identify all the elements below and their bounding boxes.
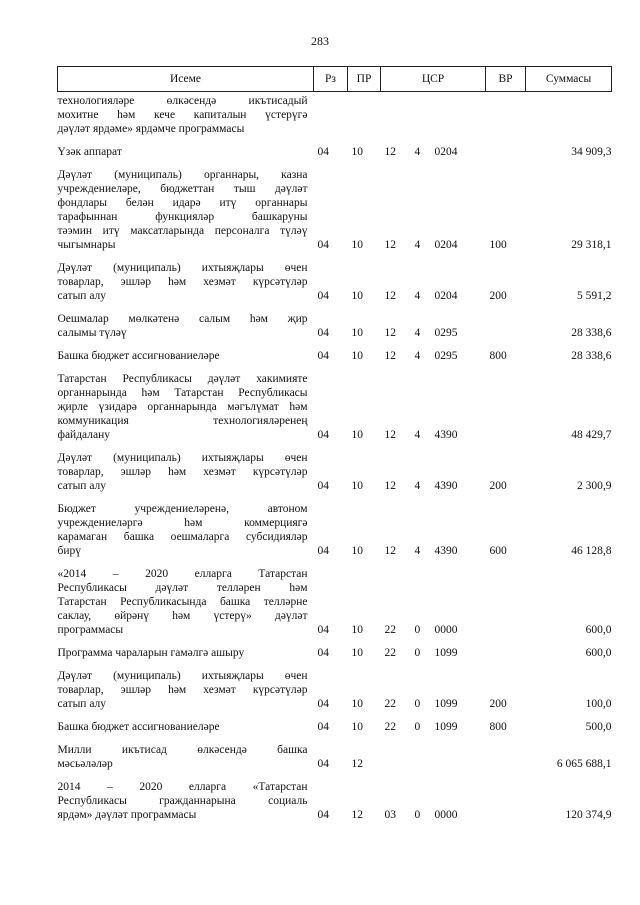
cell-rz: 04 xyxy=(317,290,329,302)
table-row xyxy=(58,92,612,137)
cell-sum: 28 338,6 xyxy=(571,327,612,339)
cell-vr xyxy=(486,771,526,822)
table-row xyxy=(58,136,612,159)
cell-csr-program: 03 xyxy=(384,809,396,821)
cell-name-line: Дәүләт (муниципаль) ихтыяҗлары өчен xyxy=(57,670,308,682)
table-row xyxy=(58,558,612,637)
cell-name-line: Татарстан Республикасы дәүләт хакимияте xyxy=(57,373,308,385)
cell-csr-subprogram: 4 xyxy=(414,327,421,339)
cell-name-line: мохитне һәм кече капиталын үстерүгә xyxy=(57,109,308,121)
table-row xyxy=(58,159,612,252)
cell-name-line: файдалану xyxy=(57,429,111,441)
cell-name-line: товарлар, эшләр һәм хезмәт күрсәтүләр xyxy=(57,276,308,288)
table-row xyxy=(58,363,612,442)
cell-csr-program: 12 xyxy=(384,350,396,362)
cell-pr: 10 xyxy=(351,429,363,441)
cell-name-line: программасы xyxy=(57,624,124,636)
cell-name-line: коммуникация технологияләренең xyxy=(57,415,308,427)
cell-name xyxy=(58,92,314,137)
cell-csr-subprogram: 4 xyxy=(414,146,421,158)
table-row xyxy=(58,771,612,822)
cell-pr: 12 xyxy=(351,809,363,821)
cell-sum: 600,0 xyxy=(585,647,612,659)
cell-csr-program: 22 xyxy=(384,698,396,710)
header-name: Исеме xyxy=(58,67,314,92)
cell-name-line: Дәүләт (муниципаль) ихтыяҗлары өчен xyxy=(57,452,308,464)
cell-name-line: Үзәк аппарат xyxy=(57,146,122,158)
cell-name xyxy=(58,771,314,822)
cell-pr: 10 xyxy=(351,290,363,302)
table-row xyxy=(58,340,612,363)
table-body xyxy=(58,92,612,823)
cell-name-line: органнарында һәм Татарстан Республикасы xyxy=(57,387,308,399)
cell-csr-program: 12 xyxy=(384,480,396,492)
cell-name-line: ярдәм» дәүләт программасы xyxy=(57,809,197,821)
cell-name-line: карамаган башка оешмаларга субсидияләр xyxy=(57,531,308,543)
cell-csr-subprogram: 4 xyxy=(414,239,421,251)
header-rz: Рз xyxy=(314,67,348,92)
cell-name xyxy=(58,136,314,159)
cell-pr: 10 xyxy=(351,480,363,492)
cell-csr-direction: 0204 xyxy=(434,146,458,158)
cell-csr-program: 12 xyxy=(384,327,396,339)
cell-csr-subprogram: 0 xyxy=(414,624,421,636)
cell-pr: 10 xyxy=(351,647,363,659)
cell-vr xyxy=(486,303,526,340)
header-pr: ПР xyxy=(348,67,381,92)
cell-name-line: товарлар, эшләр һәм хезмәт күрсәтүләр xyxy=(57,684,308,696)
cell-vr xyxy=(486,637,526,660)
cell-name-line: сатып алу xyxy=(57,290,107,302)
cell-csr-direction: 4390 xyxy=(434,545,458,557)
cell-name-line: тарафыннан функцияләр башкаруны xyxy=(57,211,308,223)
table-row xyxy=(58,303,612,340)
cell-csr-subprogram: 4 xyxy=(414,545,421,557)
cell-vr: 200 xyxy=(489,480,507,492)
table-row xyxy=(58,493,612,558)
cell-vr xyxy=(486,92,526,137)
cell-rz: 04 xyxy=(317,480,329,492)
cell-csr-program: 12 xyxy=(384,239,396,251)
cell-pr: 10 xyxy=(351,327,363,339)
cell-rz: 04 xyxy=(317,647,329,659)
header-sum: Суммасы xyxy=(526,67,612,92)
cell-pr: 10 xyxy=(351,721,363,733)
cell-name xyxy=(58,558,314,637)
cell-name-line: бирү xyxy=(57,545,82,557)
cell-pr: 12 xyxy=(351,758,363,770)
cell-name-line: технологияләре өлкәсендә икътисадый xyxy=(57,95,308,107)
cell-name-line: тәэмин итү максатларында персоналга түләү xyxy=(57,225,308,237)
cell-csr-subprogram: 4 xyxy=(414,480,421,492)
cell-csr-program: 12 xyxy=(384,146,396,158)
cell-name-line: 2014 – 2020 елларга «Татарстан xyxy=(57,781,308,793)
cell-name-line: Республикасы дәүләт телләрен һәм xyxy=(57,582,308,594)
cell-name xyxy=(58,660,314,711)
cell-csr-direction: 1099 xyxy=(434,698,458,710)
cell-vr: 200 xyxy=(489,698,507,710)
cell-vr xyxy=(486,734,526,771)
cell-csr-program: 22 xyxy=(384,624,396,636)
cell-rz: 04 xyxy=(317,624,329,636)
cell-csr-subprogram: 0 xyxy=(414,809,421,821)
cell-sum: 28 338,6 xyxy=(571,350,612,362)
cell-csr-subprogram: 4 xyxy=(414,350,421,362)
cell-rz: 04 xyxy=(317,327,329,339)
cell-rz: 04 xyxy=(317,146,329,158)
cell-name xyxy=(58,493,314,558)
cell-sum: 46 128,8 xyxy=(571,545,612,557)
cell-name-line: Дәүләт (муниципаль) ихтыяҗлары өчен xyxy=(57,262,308,274)
cell-name xyxy=(58,363,314,442)
cell-csr-program: 22 xyxy=(384,721,396,733)
cell-name xyxy=(58,159,314,252)
cell-name-line: җирле үзидарә органнарында мәгълүмат һәм xyxy=(57,401,308,413)
cell-vr xyxy=(486,136,526,159)
cell-sum: 600,0 xyxy=(585,624,612,636)
cell-csr-subprogram: 0 xyxy=(414,698,421,710)
cell-sum: 29 318,1 xyxy=(571,239,612,251)
cell-sum: 2 300,9 xyxy=(577,480,612,492)
cell-rz: 04 xyxy=(317,429,329,441)
cell-sum: 5 591,2 xyxy=(577,290,612,302)
cell-csr-subprogram: 0 xyxy=(414,647,421,659)
cell-rz: 04 xyxy=(317,809,329,821)
cell-csr-program: 12 xyxy=(384,545,396,557)
cell-name-line: сатып алу xyxy=(57,480,107,492)
cell-name-line: Милли икътисад өлкәсендә башка xyxy=(57,744,308,756)
cell-sum xyxy=(526,92,612,137)
cell-rz: 04 xyxy=(317,239,329,251)
cell-csr-direction: 0295 xyxy=(434,327,458,339)
cell-rz: 04 xyxy=(317,721,329,733)
cell-name xyxy=(58,442,314,493)
cell-sum: 48 429,7 xyxy=(571,429,612,441)
cell-name-line: Дәүләт (муниципаль) органнары, казна xyxy=(57,169,308,181)
header-csr: ЦСР xyxy=(381,67,486,92)
cell-name xyxy=(58,340,314,363)
cell-rz: 04 xyxy=(317,698,329,710)
cell-name-line: дәүләт ярдәме» ярдәмче программасы xyxy=(57,123,245,135)
table-row xyxy=(58,637,612,660)
cell-pr xyxy=(348,92,381,137)
cell-name-line: учреждениеләре, бюджеттан тыш дәүләт xyxy=(57,183,308,195)
cell-name-line: саклау, өйрәнү һәм үстерү» дәүләт xyxy=(57,610,308,622)
cell-csr-program: 22 xyxy=(384,647,396,659)
cell-name-line: мәсьәләләр xyxy=(57,758,113,770)
cell-name-line: чыгымнары xyxy=(57,239,116,251)
cell-pr: 10 xyxy=(351,624,363,636)
cell-csr-subprogram: 0 xyxy=(414,721,421,733)
cell-name-line: Программа чараларын гамәлгә ашыру xyxy=(57,647,245,659)
table-row xyxy=(58,711,612,734)
cell-csr-direction: 0204 xyxy=(434,239,458,251)
cell-name xyxy=(58,734,314,771)
page-number: 283 xyxy=(311,34,329,48)
cell-csr-program: 12 xyxy=(384,290,396,302)
cell-csr-direction xyxy=(431,734,486,771)
cell-name-line: Башка бюджет ассигнованиеләре xyxy=(57,350,220,362)
cell-pr: 10 xyxy=(351,146,363,158)
cell-csr-direction: 0000 xyxy=(434,624,458,636)
cell-name-line: Республикасы гражданнарына социаль xyxy=(57,795,308,807)
cell-rz: 04 xyxy=(317,545,329,557)
cell-rz xyxy=(314,92,348,137)
cell-csr-direction: 4390 xyxy=(434,429,458,441)
cell-name-line: «2014 – 2020 елларга Татарстан xyxy=(57,568,308,580)
cell-vr: 100 xyxy=(489,239,507,251)
cell-csr-direction: 1099 xyxy=(434,721,458,733)
cell-name-line: Бюджет учреждениеләренә, автоном xyxy=(57,503,308,515)
table-row xyxy=(58,660,612,711)
cell-vr: 200 xyxy=(489,290,507,302)
cell-csr-direction: 0295 xyxy=(434,350,458,362)
cell-sum: 500,0 xyxy=(585,721,612,733)
cell-csr-program xyxy=(381,734,411,771)
cell-name-line: Башка бюджет ассигнованиеләре xyxy=(57,721,220,733)
cell-csr-direction xyxy=(431,92,486,137)
cell-name-line: товарлар, эшләр һәм хезмәт күрсәтүләр xyxy=(57,466,308,478)
table-header-row xyxy=(58,67,612,92)
cell-sum: 100,0 xyxy=(585,698,612,710)
cell-csr-subprogram: 4 xyxy=(414,290,421,302)
cell-vr: 800 xyxy=(489,350,507,362)
cell-rz: 04 xyxy=(317,758,329,770)
cell-rz: 04 xyxy=(317,350,329,362)
table-row xyxy=(58,734,612,771)
cell-name-line: Татарстан Республикасында башка телләрне xyxy=(57,596,308,608)
table-row xyxy=(58,252,612,303)
cell-name-line: Оешмалар мөлкәтенә салым һәм җир xyxy=(57,313,308,325)
cell-name-line: фондлары белән идарә итү органнары xyxy=(57,197,308,209)
cell-csr-program xyxy=(381,92,411,137)
table-row xyxy=(58,442,612,493)
cell-pr: 10 xyxy=(351,350,363,362)
cell-vr xyxy=(486,363,526,442)
cell-csr-subprogram: 4 xyxy=(414,429,421,441)
cell-pr: 10 xyxy=(351,698,363,710)
cell-sum: 34 909,3 xyxy=(571,146,612,158)
cell-csr-program: 12 xyxy=(384,429,396,441)
budget-table xyxy=(57,66,612,822)
cell-name xyxy=(58,303,314,340)
cell-pr: 10 xyxy=(351,239,363,251)
cell-name-line: учреждениеләргә һәм коммерциягә xyxy=(57,517,308,529)
cell-csr-direction: 1099 xyxy=(434,647,458,659)
cell-vr xyxy=(486,558,526,637)
cell-vr: 600 xyxy=(489,545,507,557)
cell-csr-direction: 0204 xyxy=(434,290,458,302)
cell-name xyxy=(58,252,314,303)
cell-sum: 120 374,9 xyxy=(565,809,612,821)
cell-csr-direction: 0000 xyxy=(434,809,458,821)
cell-name xyxy=(58,637,314,660)
cell-name-line: салымы түләү xyxy=(57,327,127,339)
cell-sum: 6 065 688,1 xyxy=(556,758,612,770)
cell-csr-direction: 4390 xyxy=(434,480,458,492)
header-vr: ВР xyxy=(486,67,526,92)
cell-pr: 10 xyxy=(351,545,363,557)
cell-csr-subprogram xyxy=(411,92,431,137)
cell-name-line: сатып алу xyxy=(57,698,107,710)
cell-vr: 800 xyxy=(489,721,507,733)
cell-name xyxy=(58,711,314,734)
cell-csr-subprogram xyxy=(411,734,431,771)
